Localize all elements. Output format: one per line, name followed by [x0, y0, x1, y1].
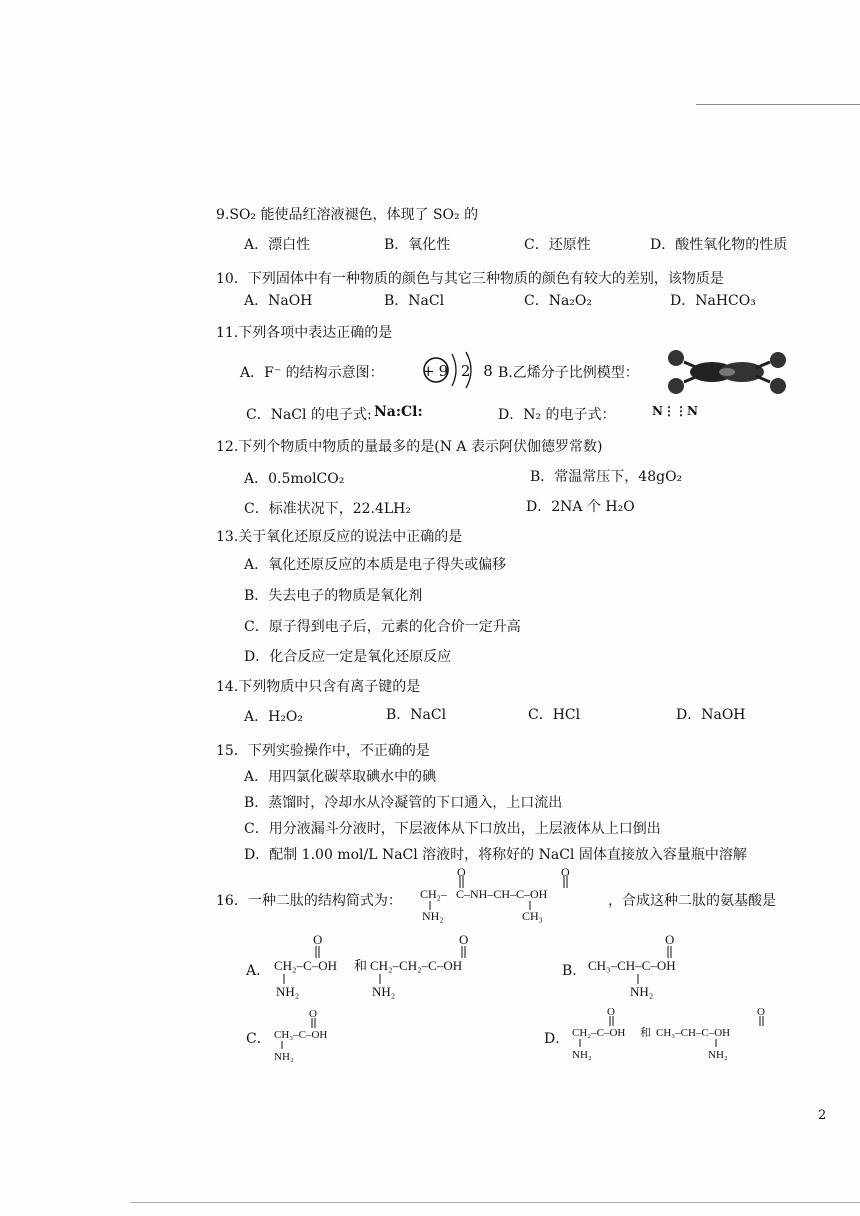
svg-text:NH₂: NH₂ — [630, 984, 654, 999]
svg-text:O: O — [757, 1006, 765, 1018]
q16-stem-prefix: 16．一种二肽的结构简式为： — [216, 893, 402, 909]
svg-text:NH₂: NH₂ — [274, 1051, 294, 1063]
svg-text:O: O — [457, 868, 466, 879]
q9-option-b: B．氧化性 — [384, 237, 451, 253]
q11-option-a: A．F⁻ 的结构示意图： — [240, 365, 384, 381]
ethylene-space-filling-model — [654, 346, 794, 398]
q14-option-b: B．NaCl — [386, 707, 447, 723]
svg-text:CH₂–C–OH: CH₂–C–OH — [274, 958, 338, 973]
q14-option-a: A．H₂O₂ — [244, 709, 304, 725]
dipeptide-structure — [418, 868, 610, 928]
q13-option-a: A．氧化还原反应的本质是电子得失或偏移 — [244, 557, 507, 573]
q14-stem: 14.下列物质中只含有离子键的是 — [216, 679, 421, 695]
q16-option-c-structure — [272, 1008, 382, 1068]
q12-option-a: A．0.5molCO₂ — [244, 471, 345, 487]
svg-text:O: O — [665, 932, 675, 947]
and-text-a: 和 — [354, 958, 368, 973]
q9-option-a: A．漂白性 — [244, 237, 311, 253]
svg-text:NH₂: NH₂ — [708, 1049, 728, 1061]
q16-stem-suffix: ，合成这种二肽的氨基酸是 — [608, 893, 776, 909]
svg-text:CH₃–CH–C–OH: CH₃–CH–C–OH — [656, 1027, 731, 1039]
q16-option-b-structure — [586, 932, 726, 1004]
svg-text:NH₂: NH₂ — [572, 1049, 592, 1061]
fluoride-ion-structure-text: +9 2 8 — [422, 362, 497, 380]
q13-option-c: C．原子得到电子后，元素的化合价一定升高 — [244, 619, 521, 635]
q11-option-d: D．N₂ 的电子式： — [498, 407, 616, 423]
svg-text:NH₂: NH₂ — [276, 984, 300, 999]
q10-option-a: A．NaOH — [244, 293, 313, 309]
svg-text:CH₂–C–OH: CH₂–C–OH — [572, 1027, 626, 1039]
svg-text:O: O — [459, 932, 469, 947]
q15-option-d: D．配制 1.00 mol/L NaCl 溶液时，将称好的 NaCl 固体直接放入容量瓶中溶解 — [244, 847, 747, 863]
q10-option-d: D．NaHCO₃ — [670, 293, 756, 309]
n2-electron-formula: N⋮⋮N — [652, 404, 698, 418]
header-rule — [696, 104, 860, 105]
svg-text:C–NH–CH–C–OH: C–NH–CH–C–OH — [456, 887, 548, 901]
q11-stem: 11.下列各项中表达正确的是 — [216, 325, 393, 341]
q15-stem: 15．下列实验操作中，不正确的是 — [216, 743, 430, 759]
q16-option-c-label: C． — [246, 1031, 271, 1047]
q16-option-b-label: B． — [562, 963, 587, 979]
q12-stem: 12.下列个物质中物质的量最多的是(N A 表示阿伏伽德罗常数) — [216, 439, 603, 455]
q15-option-c: C．用分液漏斗分液时，下层液体从下口放出，上层液体从上口倒出 — [244, 821, 661, 837]
q11-option-c: C．NaCl 的电子式: — [246, 407, 372, 423]
q16-option-a-structure — [272, 932, 512, 1004]
q12-option-c: C．标准状况下，22.4LH₂ — [244, 501, 412, 517]
q11-option-b: B.乙烯分子比例模型： — [498, 365, 639, 381]
nacl-electron-formula: Na:Cl: — [374, 404, 423, 420]
q13-option-b: B．失去电子的物质是氧化剂 — [244, 588, 423, 604]
svg-text:O: O — [607, 1006, 615, 1018]
q14-option-c: C．HCl — [528, 707, 581, 723]
footer-rule — [130, 1202, 860, 1203]
q16-option-d-label: D． — [544, 1031, 570, 1047]
svg-text:O: O — [561, 868, 570, 879]
svg-text:O: O — [309, 1008, 317, 1020]
svg-text:CH₂–: CH₂– — [420, 887, 447, 901]
svg-text:CH₃–C–OH: CH₃–C–OH — [274, 1029, 328, 1041]
q9-stem: 9.SO₂ 能使品红溶液褪色，体现了 SO₂ 的 — [216, 207, 479, 223]
q10-stem: 10．下列固体中有一种物质的颜色与其它三种物质的颜色有较大的差别，该物质是 — [216, 271, 724, 287]
q10-option-b: B．NaCl — [384, 293, 445, 309]
svg-text:CH₂–CH₂–C–OH: CH₂–CH₂–C–OH — [370, 958, 463, 973]
svg-text:NH₂: NH₂ — [422, 909, 444, 923]
q15-option-b: B．蒸馏时，冷却水从冷凝管的下口通入，上口流出 — [244, 795, 563, 811]
svg-text:O: O — [313, 932, 323, 947]
q15-option-a: A．用四氯化碳萃取碘水中的碘 — [244, 769, 437, 785]
svg-text:NH₂: NH₂ — [372, 984, 396, 999]
page-number: 2 — [818, 1108, 827, 1123]
q13-stem: 13.关于氧化还原反应的说法中正确的是 — [216, 529, 463, 545]
q12-option-b: B．常温常压下，48gO₂ — [530, 469, 683, 485]
svg-text:CH₃: CH₃ — [522, 909, 543, 923]
q16-option-a-label: A． — [246, 963, 271, 979]
q10-option-c: C．Na₂O₂ — [524, 293, 593, 309]
q9-option-c: C．还原性 — [524, 237, 591, 253]
q12-option-d: D．2NA 个 H₂O — [526, 499, 635, 515]
q14-option-d: D．NaOH — [676, 707, 746, 723]
and-text-d: 和 — [640, 1027, 651, 1039]
svg-text:CH₃–CH–C–OH: CH₃–CH–C–OH — [588, 958, 676, 973]
q13-option-d: D．化合反应一定是氧化还原反应 — [244, 649, 452, 665]
q9-option-d: D．酸性氧化物的性质 — [650, 237, 788, 253]
q16-option-d-structure — [570, 1006, 810, 1070]
